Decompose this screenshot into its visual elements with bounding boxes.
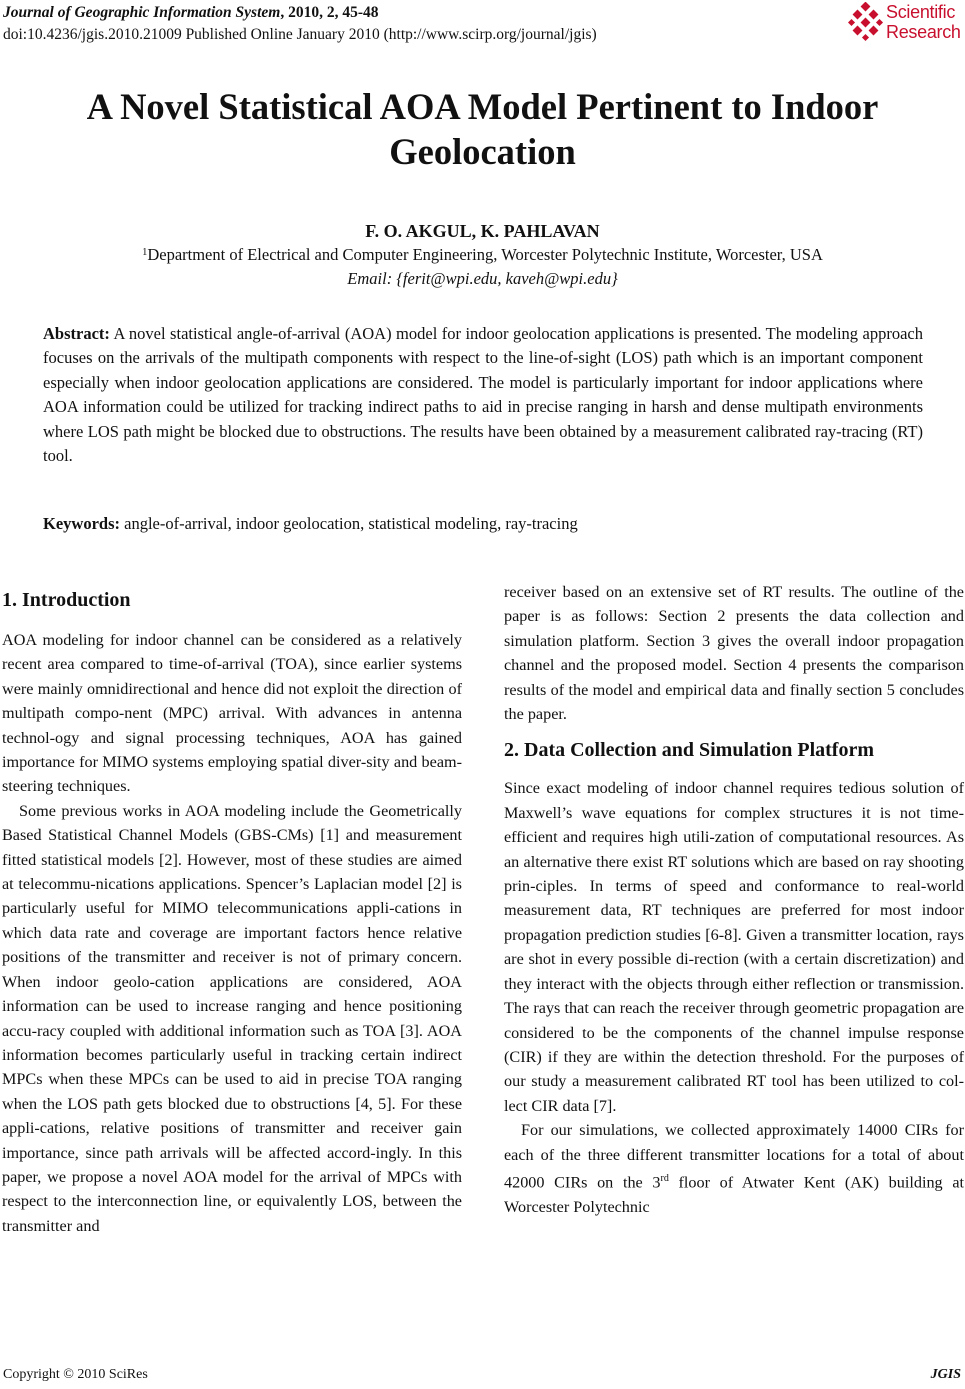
affiliation [0, 243, 965, 267]
title-line-2: Geolocation [389, 131, 576, 172]
intro-paragraph-2: Some previous works in AOA modeling include the Geometrically Based Statistical Channel Models (GBS-CMs) [1] and measurement fitted statistical models [2]. However, most of these studies are aimed at telecommu-nications applications. Spencer’s Laplacian model [2] is particularly useful for MIMO telecommunications appli-cations in which data rate and coverage are important factors hence relative positions of the transmitter and receiver is not of primary concern. When indoor geolo-cation applications are considered, AOA information can be used to increase ranging and hence positioning accu-racy coupled with additional information such as TOA [3]. AOA information becomes particularly useful in tracking certain indirect MPCs when these MPCs can be used to aid in precise TOA ranging when the LOS path gets blocked due to obstructions [4, 5]. For these appli-cations, relative positions of transmitter and receiver gain importance, since path arrivals will be affected accord-ingly. In this paper, we propose a novel AOA model for the arrival of MPCs with respect to the interconnection line, or equivalently LOS, between the transmitter and [2, 801, 462, 1235]
journal-volume: , 2010, 2, 45-48 [280, 4, 379, 21]
author-email: Email: {ferit@wpi.edu, kaveh@wpi.edu} [347, 269, 618, 288]
section-2-paragraph-2b: floor of Atwater Kent (AK) building at Worcester Polytechnic [504, 1173, 964, 1216]
section-2-heading: 2. Data Collection and Simulation Platform [504, 739, 874, 762]
section-2-paragraph-2 [504, 1118, 964, 1219]
logo-line-1: Scientific [886, 2, 956, 22]
paper-title [0, 84, 965, 174]
keywords-text: angle-of-arrival, indoor geolocation, statistical modeling, ray-tracing [120, 514, 578, 533]
right-column [504, 580, 964, 1219]
affiliation-text: Department of Electrical and Computer Engineering, Worcester Polytechnic Institute, Worcester, USA [147, 245, 823, 264]
abstract-label: Abstract: [43, 324, 110, 343]
logo-text [886, 2, 961, 42]
affiliation-sup: 1 [142, 247, 148, 258]
abstract [43, 322, 923, 468]
left-column [2, 586, 462, 1238]
journal-citation [3, 2, 597, 24]
publisher-logo [848, 2, 965, 44]
journal-header [3, 2, 597, 46]
abstract-text: A novel statistical angle-of-arrival (AOA) model for indoor geolocation applications is presented. The modeling approach focuses on the arrivals of the multipath components with respect to the line-of-sight (LOS) path which is an important component especially when indoor geolocation applications are considered. The model is particularly important for indoor applications where AOA information could be utilized for tracking indirect paths to aid in precise ranging in harsh and dense multipath environments where LOS path might be blocked due to obstructions. The results have been obtained by a measurement calibrated ray-tracing (RT) tool. [43, 324, 923, 466]
journal-name: Journal of Geographic Information System [3, 4, 281, 21]
title-line-1: A Novel Statistical AOA Model Pertinent to Indoor [86, 86, 879, 127]
ordinal-sup: rd [660, 1172, 669, 1184]
keywords-label: Keywords: [43, 514, 120, 533]
section-2-paragraph-2a: For our simulations, we collected approximately 14000 CIRs for each of the three different transmitter locations for a total of about 42000 CIRs on the 3 [504, 1121, 964, 1192]
footer-copyright: Copyright © 2010 SciRes [3, 1367, 148, 1382]
intro-paragraph-1: AOA modeling for indoor channel can be considered as a relatively recent area compared to time-of-arrival (TOA), since earlier systems were mainly omnidirectional and hence did not exploit the direction of multipath compo-nent (MPC) arrival. With advances in antenna technol-ogy and signal processing techniques, AOA has gained importance for MIMO systems employing spatial diver-sity and beam-steering techniques. [2, 631, 462, 796]
section-2-paragraph-1: Since exact modeling of indoor channel requires tedious solution of Maxwell’s wave equations for complex structures it is not time-efficient and requires high utili-zation of computational resources. As an alternative there exist RT solutions which are based on ray shooting prin-ciples. In terms of speed and conformance to real-world measurement data, RT techniques are preferred for most indoor propagation prediction studies [6-8]. Given a transmitter location, rays are shot in every possible di-rection (with a certain discretization) and they interact with the objects through either reflection or transmission. The rays that can reach the receiver through geometric propagation are considered to be the components of the channel impulse response (CIR) if they are within the detection threshold. For the purposes of our study a measurement calibrated RT tool has been utilized to col-lect CIR data [7]. [504, 779, 964, 1115]
authors: F. O. AKGUL, K. PAHLAVAN [365, 221, 600, 241]
footer-journal: JGIS [930, 1367, 961, 1382]
logo-squares-icon [848, 2, 884, 42]
intro-paragraph-cont: receiver based on an extensive set of RT results. The outline of the paper is as follows: Section 2 presents the data collection and simulation platform. Section 3 gives the overall indoor propagation channel and the proposed model. Section 4 presents the comparison results of the model and empirical data and finally section 5 concludes the paper. [504, 583, 964, 724]
logo-line-2: Research [886, 22, 961, 42]
doi-line: doi:10.4236/jgis.2010.21009 Published Online January 2010 (http://www.scirp.org/journal/jgis) [3, 26, 597, 43]
section-1-heading: 1. Introduction [2, 589, 131, 611]
keywords [43, 512, 923, 536]
